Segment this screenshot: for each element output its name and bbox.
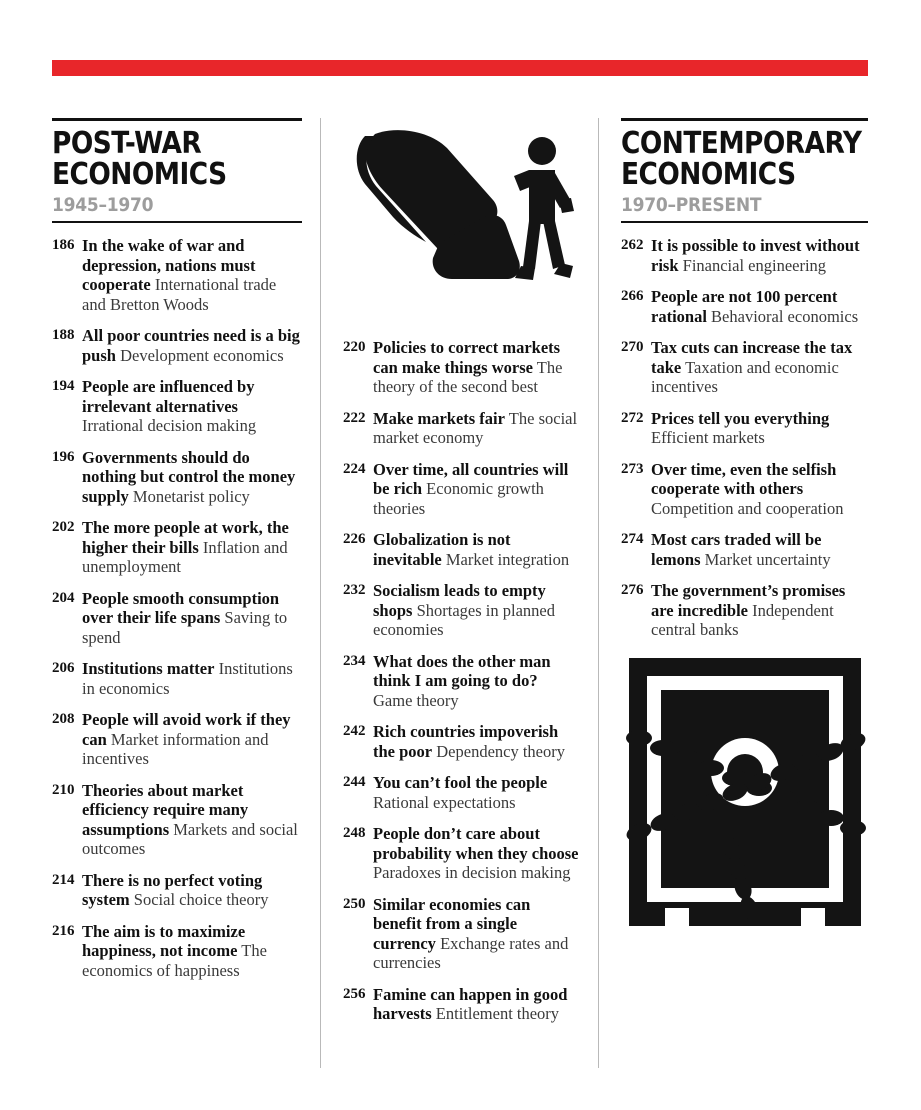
entry-text [651,581,868,640]
page-number: 210 [52,781,75,798]
entry-title: People will avoid work if they can [82,710,291,749]
entry-title: Prices tell you everything [651,408,830,428]
page-number: 226 [343,531,366,547]
entry-text [82,710,302,769]
section-header-post-war [52,118,302,216]
entry-title: People smooth consumption over their life spans [82,588,280,627]
entry-text [373,773,580,812]
page-number: 224 [343,460,366,477]
entry-subtitle: The social market economy [373,408,578,447]
entry-subtitle: Competition and cooperation [651,498,844,518]
list-item[interactable] [621,409,868,448]
page-number: 220 [343,339,366,355]
entry-subtitle: Social choice theory [133,890,269,909]
list-item[interactable] [343,773,580,812]
entry-subtitle: Monetarist policy [132,486,250,506]
list-item[interactable] [621,287,868,326]
page-number: 274 [621,531,644,547]
list-item[interactable] [52,377,302,436]
entry-title: Rich countries impoverish the poor [373,722,559,761]
page-number: 232 [343,582,366,598]
section-divider [52,221,302,223]
page-number: 248 [343,825,366,841]
list-item[interactable] [52,236,302,314]
entry-text [373,338,580,397]
entry-text [373,895,580,973]
entry-title: The government’s promises are incredible [651,581,846,620]
entry-text [651,287,868,326]
list-item[interactable] [52,871,302,910]
entry-title: Make markets fair [373,408,505,428]
entry-subtitle: Taxation and economic incentives [651,357,839,396]
entry-subtitle: Market integration [445,549,570,569]
list-item[interactable] [621,581,868,640]
page-number: 276 [621,582,644,598]
section-title-line1: CONTEMPORARY [621,126,862,161]
entry-subtitle: Inflation and unemployment [82,537,288,576]
entry-text [82,448,302,507]
section-title-line1: POST-WAR [52,126,202,161]
entry-text [82,589,302,648]
page-number: 272 [621,409,644,426]
list-item[interactable] [52,589,302,648]
list-item[interactable] [343,895,580,973]
page-number: 214 [52,871,75,888]
column-middle [320,118,598,1068]
entry-subtitle: Economic growth theories [373,479,544,518]
entry-subtitle: Behavioral economics [711,306,859,326]
page-number: 194 [52,378,75,394]
entry-title: What does the other man think I am going to do? [373,651,551,690]
page-number: 222 [343,409,366,426]
page-number: 206 [52,660,75,676]
entry-title: Globalization is not inevitable [373,530,511,569]
entry-text [82,377,302,436]
list-item[interactable] [343,824,580,883]
entry-title: Socialism leads to empty shops [373,581,546,620]
entry-subtitle: Independent central banks [651,600,834,639]
entry-text [651,460,868,519]
page-number: 188 [52,327,75,343]
page-number: 196 [52,448,75,465]
entry-text [82,518,302,577]
page-number: 256 [343,985,366,1002]
entry-subtitle: Game theory [373,690,459,710]
entry-subtitle: The economics of happiness [82,941,267,980]
entry-subtitle: Market uncertainty [704,549,831,569]
entry-text [373,409,580,448]
entry-text [373,581,580,640]
entry-title: The more people at work, the higher their bills [82,518,289,557]
hand-pushing-figure-illustration [343,118,580,330]
entry-subtitle: International trade and Bretton Woods [82,275,277,314]
entry-title: Policies to correct markets can make things worse [373,338,561,377]
entry-text [651,409,868,448]
entry-text [373,460,580,519]
entry-text [82,659,302,698]
page-number: 186 [52,237,75,253]
page-number: 244 [343,774,366,790]
contents-columns [52,118,868,1068]
list-item[interactable] [52,448,302,507]
list-item[interactable] [343,581,580,640]
list-item[interactable] [343,460,580,519]
entry-text [373,985,580,1024]
list-item[interactable] [52,922,302,981]
entry-title: Theories about market efficiency require many assumptions [82,780,249,839]
column-post-war-economics [52,118,320,1068]
entry-text [373,652,580,711]
entry-title: People don’t care about probability when they choose [373,824,579,863]
list-item[interactable] [621,236,868,275]
entry-text [82,922,302,981]
top-accent-rule [52,60,868,76]
page-number: 262 [621,237,644,253]
page-number: 270 [621,339,644,355]
entry-subtitle: Institutions in economics [82,659,293,698]
entry-subtitle: Development economics [120,345,284,365]
page-number: 242 [343,723,366,739]
section-title-line2: ECONOMICS [52,157,227,192]
entry-subtitle: Market information and incentives [82,729,269,768]
entry-subtitle: Paradoxes in decision making [373,863,571,882]
page-number: 234 [343,652,366,669]
page-number: 250 [343,895,366,912]
page-number: 266 [621,288,644,304]
section-divider [621,221,868,223]
entry-subtitle: Saving to spend [82,608,288,647]
entry-text [373,722,580,761]
list-item[interactable] [621,460,868,519]
entry-title: Over time, even the selfish cooperate with others [651,459,837,498]
entry-text [651,236,868,275]
entry-subtitle: Efficient markets [651,428,765,447]
entry-title: Similar economies can benefit from a single currency [373,894,531,953]
entry-title: People are not 100 percent rational [651,287,838,326]
section-title-line2: ECONOMICS [621,157,796,192]
entry-subtitle: Rational expectations [373,792,516,812]
entry-title: Most cars traded will be lemons [651,530,822,569]
list-item[interactable] [52,781,302,859]
entry-title: There is no perfect voting system [82,870,263,909]
entry-title: Institutions matter [82,659,215,678]
entry-text [651,338,868,397]
list-item[interactable] [52,659,302,698]
entry-subtitle: The theory of the second best [373,357,563,396]
entry-subtitle: Shortages in planned economies [373,600,555,639]
entry-text [82,871,302,910]
entry-title: Over time, all countries will be rich [373,459,569,498]
list-item[interactable] [343,338,580,397]
entry-title: Governments should do nothing but control the money supply [82,447,296,506]
list-item[interactable] [52,518,302,577]
page-number: 216 [52,922,75,939]
entry-text [373,530,580,569]
entry-title: It is possible to invest without risk [651,236,860,275]
entry-text [82,326,302,365]
entry-title: The aim is to maximize happiness, not income [82,921,246,960]
entry-text [82,236,302,314]
entry-subtitle: Financial engineering [682,255,827,275]
entry-text [82,781,302,859]
entry-subtitle: Irrational decision making [82,416,257,435]
section-years: 1945–1970 [52,194,154,216]
page-number: 208 [52,711,75,727]
entry-title: People are influenced by irrelevant alternatives [82,377,255,416]
entry-title: Tax cuts can increase the tax take [651,338,853,377]
list-item[interactable] [343,652,580,711]
entry-subtitle: Dependency theory [436,741,565,761]
section-years: 1970–PRESENT [621,194,762,216]
entry-text [373,824,580,883]
entry-title: Famine can happen in good harvests [373,984,568,1023]
column-contemporary-economics [598,118,868,1068]
chained-safe-illustration [621,652,868,947]
entry-title: All poor countries need is a big push [82,326,300,365]
list-item[interactable] [343,409,580,448]
page-number: 202 [52,519,75,535]
entry-text [651,530,868,569]
entry-title: You can’t fool the people [373,773,548,792]
list-item[interactable] [52,710,302,769]
entry-subtitle: Markets and social outcomes [82,819,298,858]
list-item[interactable] [52,326,302,365]
list-item[interactable] [343,985,580,1024]
list-item[interactable] [343,530,580,569]
page-number: 273 [621,460,644,477]
list-item[interactable] [343,722,580,761]
list-item[interactable] [621,530,868,569]
section-header-contemporary [621,118,868,216]
entry-subtitle: Exchange rates and currencies [373,933,569,972]
page-number: 204 [52,589,75,606]
entry-title: In the wake of war and depression, nations must cooperate [82,236,256,294]
entry-subtitle: Entitlement theory [435,1004,560,1023]
list-item[interactable] [621,338,868,397]
